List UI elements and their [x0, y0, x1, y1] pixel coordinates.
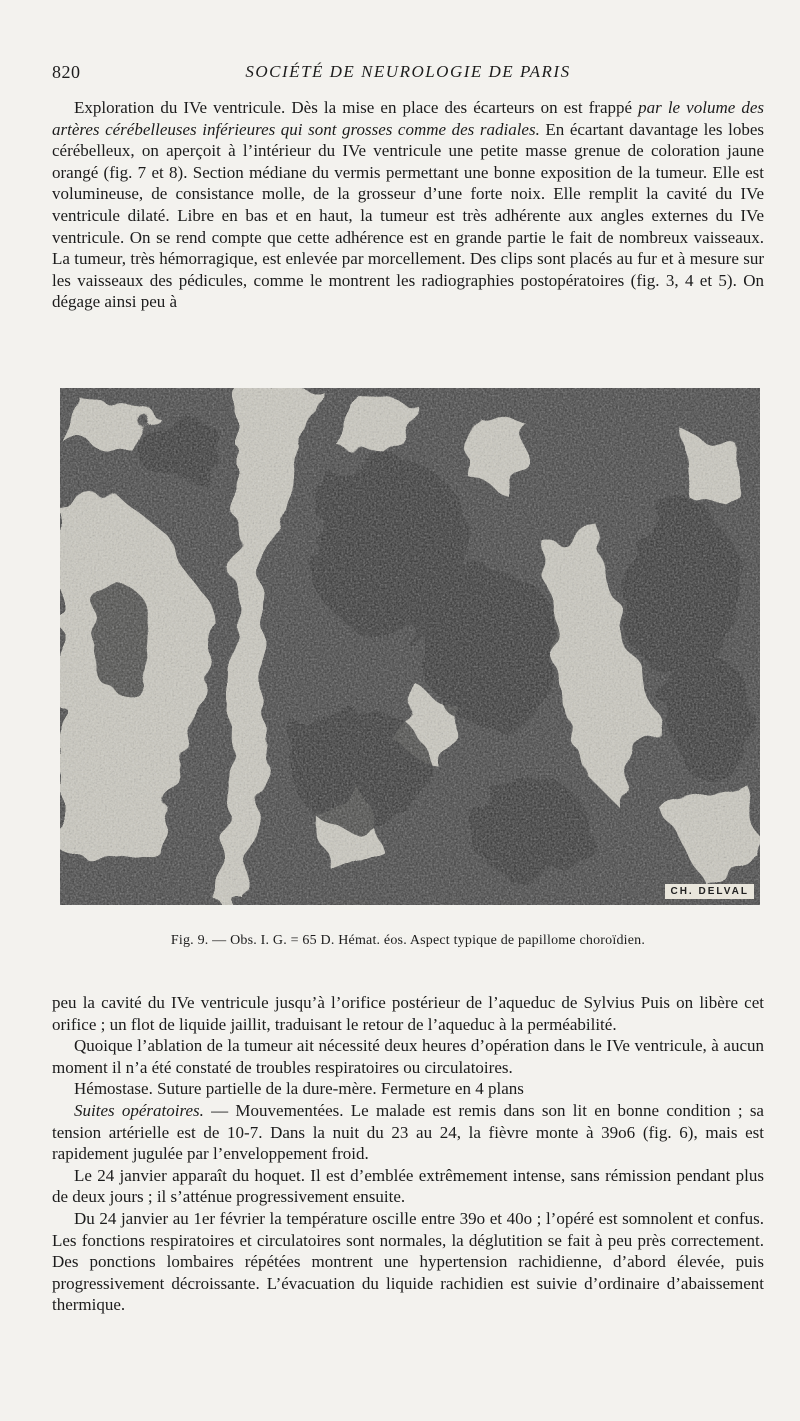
paragraph-temperature: Du 24 janvier au 1er février la température oscille entre 39o et 40o ; l’opéré est somnolent et confus. Les fonctions respiratoires et circulatoires sont normales, la déglutition se fait à peu près correctement. Des ponctions lombaires répétées montrent une hypertension rachidienne, d’abord élevée, puis progressivement décroissante. L’évacuation du liquide rachidien est suivie d’ordinaire d’abaissement thermique. — [52, 1208, 764, 1315]
paragraph-continuation: peu la cavité du IVe ventricule jusqu’à l’orifice postérieur de l’aqueduc de Sylvius Puis on libère cet orifice ; un flot de liquide jaillit, traduisant le retour de l’aqueduc à la perméabilité. — [52, 993, 764, 1034]
paragraph-hoquet: Le 24 janvier apparaît du hoquet. Il est d’emblée extrêmement intense, sans rémission pendant plus de deux jours ; il s’atténue progressivement ensuite. — [52, 1165, 764, 1207]
paragraph-rest: En écartant davantage les lobes cérébelleux, on aperçoit à l’intérieur du IVe ventricule une petite masse grenue de coloration jaune orangé (fig. 7 et 8). Section médiane du vermis permettant une bonne exposition de la tumeur. Elle est volumineuse, de consistance molle, de la grosseur d’une forte noix. Elle remplit la cavité du IVe ventricule dilaté. Libre en bas et en haut, la tumeur est très adhérente aux angles externes du IVe ventricule. On se rend compte que cette adhérence est en grande partie le fait de nombreux vaisseaux. La tumeur, très hémorragique, est enlevée par morcellement. Des clips sont placés au fur et à mesure sur les vaisseaux des pédicules, comme le montrent les radiographies postopératoires (fig. 3, 4 et 5). On dégage ainsi peu à — [52, 119, 764, 312]
paragraph-suites — [52, 1100, 764, 1165]
paragraph-exploration — [52, 97, 764, 313]
page-header — [52, 62, 764, 88]
running-title: SOCIÉTÉ DE NEUROLOGIE DE PARIS — [245, 62, 571, 81]
bottom-text-block — [52, 992, 764, 1316]
paragraph-hemostase: Hémostase. Suture partielle de la dure-mère. Fermeture en 4 plans — [74, 1079, 524, 1099]
top-text-block — [52, 97, 764, 313]
page-number: 820 — [52, 62, 81, 82]
paragraph-ablation: Quoique l’ablation de la tumeur ait nécessité deux heures d’opération dans le IVe ventricule, à aucun moment il n’a été constaté de troubles respiratoires ou circulatoires. — [52, 1036, 764, 1077]
photographer-credit: CH. DELVAL — [665, 884, 754, 899]
figure-caption: Fig. 9. — Obs. I. G. = 65 D. Hémat. éos. Aspect typique de papillome choroïdien. — [170, 933, 646, 948]
paragraph-italic: par le volume des artères cérébelleuses inférieures qui sont grosses comme des radiales. — [52, 98, 764, 139]
paragraph-lead: Exploration du IVe ventricule. Dès la mise en place des écarteurs on est frappé — [74, 98, 639, 117]
micrograph-image — [60, 388, 760, 905]
suites-heading: Suites opératoires. — [74, 1100, 204, 1120]
histology-figure — [60, 388, 760, 905]
suites-text: — Mouvementées. Le malade est remis dans son lit en bonne condition ; sa tension artérielle est de 10-7. Dans la nuit du 23 au 24, la fièvre monte à 39o6 (fig. 6), mais est rapidement jugulée par l’enveloppement froid. — [52, 1100, 764, 1164]
